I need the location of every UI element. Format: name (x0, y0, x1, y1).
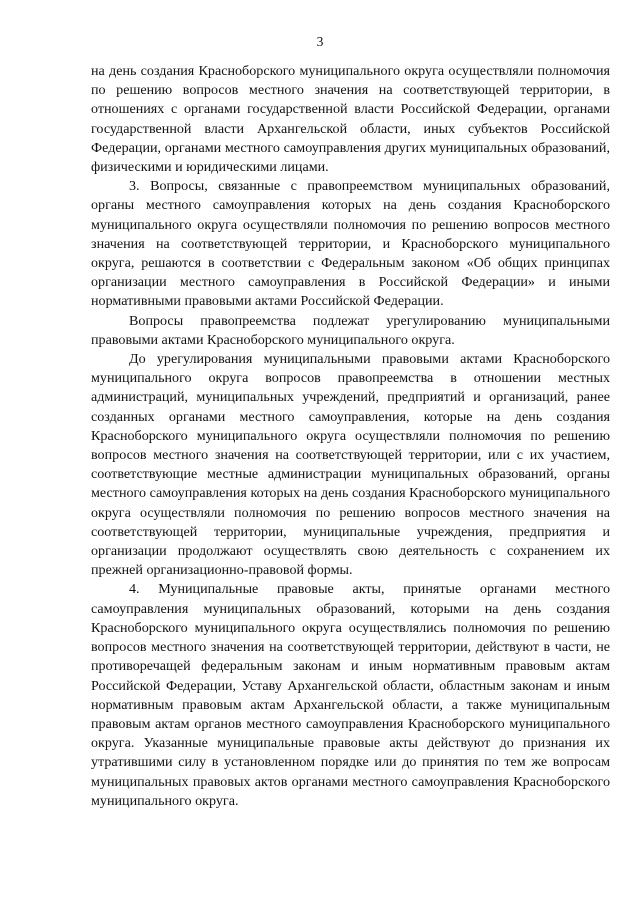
paragraph-item-4: 4. Муниципальные правовые акты, принятые органами местного самоуправления муниципальных образований, которыми на день создания Красноборского муниципального округа осуществлялись полномочия по решению вопросов местного значения на соответствующей территории, действуют в части, не противоречащей федеральным законам и иным нормативным правовым актам Российской Федерации, Уставу Архангельской области, областным законам и иным нормативным правовым актам Архангельской области, а также муниципальным правовым актам органов местного самоуправления Красноборского муниципального округа. Указанные муниципальные правовые акты действуют до признания их утратившими силу в установленном порядке или до принятия по тем же вопросам муниципальных правовых актов органами местного самоуправления Красноборского муниципального округа. (91, 581, 610, 809)
paragraph-transition-period: До урегулирования муниципальными правовыми актами Красноборского муниципального округа вопросов правопреемства в отношении местных администраций, муниципальных учреждений, предприятий и организаций, ранее созданных органами местного самоуправления, которые на день создания Красноборского муниципального округа осуществляли полномочия по решению вопросов местного значения на соответствующей территории, или с их участием, соответствующие местные администрации муниципальных образований, органы местного самоуправления которых на день создания Красноборского муниципального округа осуществляли полномочия по решению вопросов местного значения на соответствующей территории, муниципальные учреждения, предприятия и организации продолжают осуществлять свою деятельность с сохранением их прежней организационно-правовой формы. (91, 351, 610, 579)
paragraph-item-3: 3. Вопросы, связанные с правопреемством муниципальных образований, органы местного самоуправления которых на день создания Красноборского муниципального округа осуществляли полномочия по решению вопросов местного значения на соответствующей территории, и Красноборского муниципального округа, решаются в соответствии с Федеральным законом «Об общих принципах организации местного самоуправления в Российской Федерации» и иными нормативными правовыми актами Российской Федерации. (91, 178, 610, 310)
paragraph-continuation: на день создания Красноборского муниципального округа осуществляли полномочия по решению вопросов местного значения на соответствующей территории, в отношениях с органами государственной власти Российской Федерации, органами государственной власти Архангельской области, иных субъектов Российской Федерации, органами местного самоуправления других муниципальных образований, физическими и юридическими лицами. (91, 63, 610, 176)
paragraph-succession-regulation: Вопросы правопреемства подлежат урегулированию муниципальными правовыми актами Красноборского муниципального округа. (91, 312, 610, 348)
document-body (91, 62, 610, 811)
page-number: 3 (316, 34, 324, 49)
